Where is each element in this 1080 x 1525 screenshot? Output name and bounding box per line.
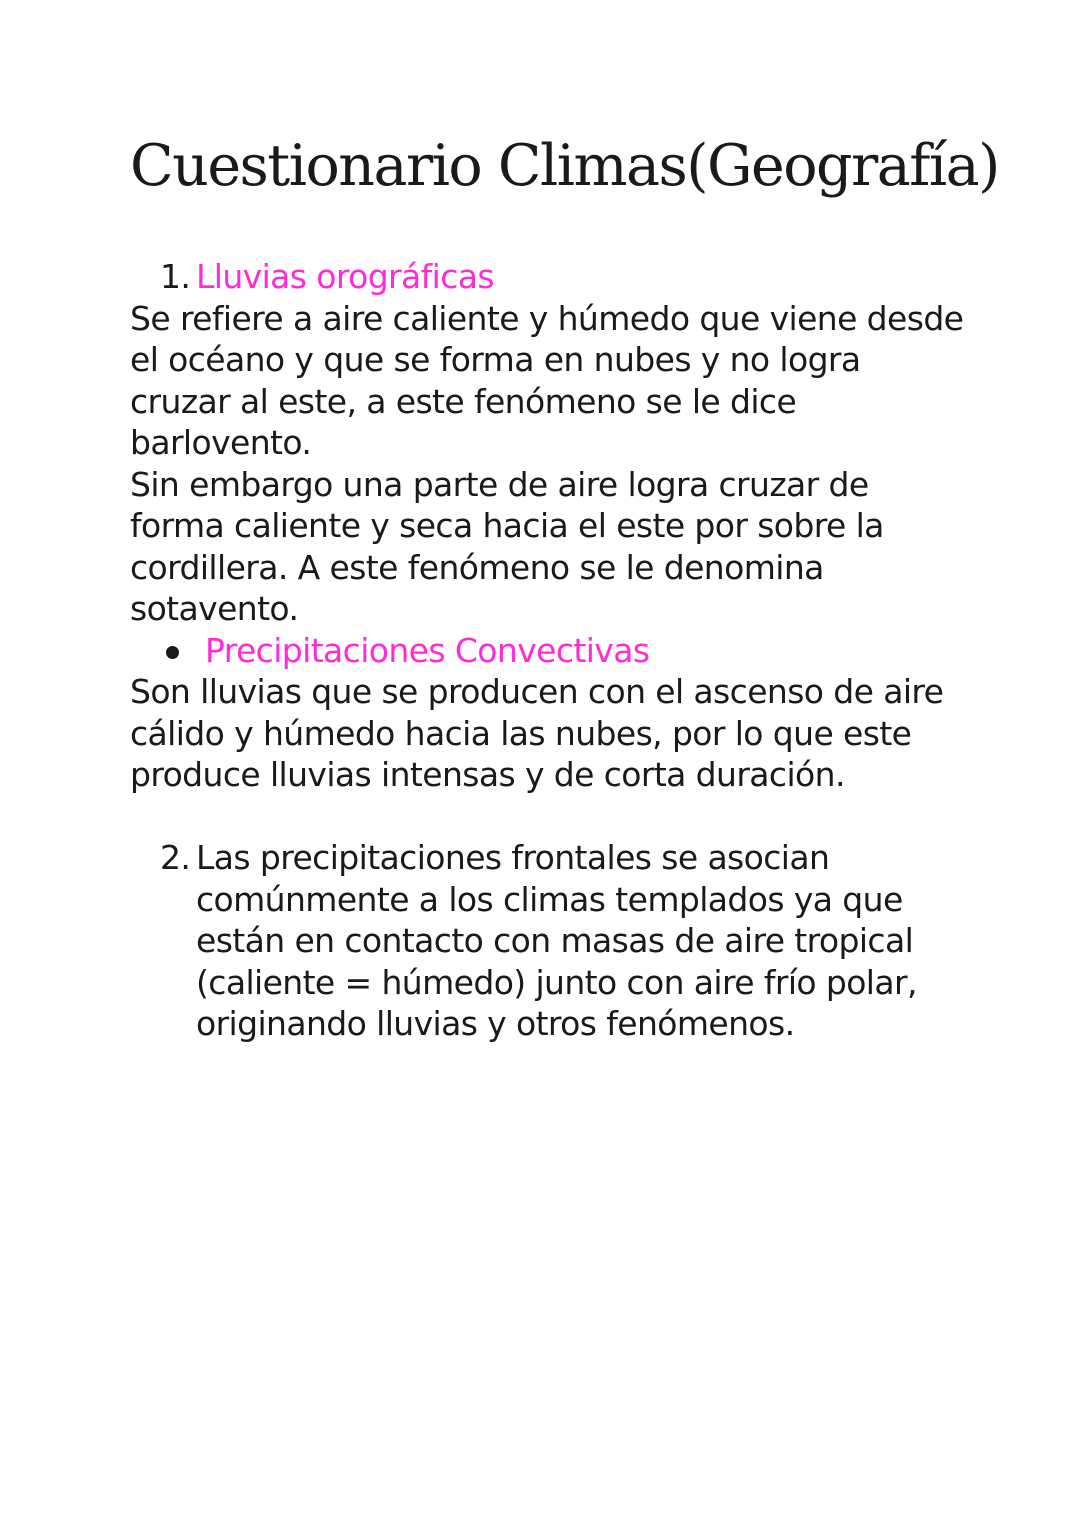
- heading-precipitaciones-convectivas: Precipitaciones Convectivas: [205, 630, 650, 670]
- heading-lluvias-orograficas: Lluvias orográficas: [196, 257, 494, 296]
- list-item-1: [130, 256, 970, 298]
- bullet-dot-icon: [166, 646, 179, 659]
- list-number-2: 2.: [160, 838, 191, 877]
- spacer: [130, 796, 970, 838]
- list-number-1: 1.: [160, 257, 191, 296]
- bullet-item: [130, 630, 970, 672]
- paragraph-barlovento: Se refiere a aire caliente y húmedo que viene desde el océano y que se forma en nubes y no logra cruzar al este, a este fenómeno se le dice barlovento.: [130, 298, 964, 462]
- paragraph-frontales: Las precipitaciones frontales se asocian comúnmente a los climas templados ya que están en contacto con masas de aire tropical (caliente = húmedo) junto con aire frío polar, originando lluvias y otros fenómenos.: [196, 838, 917, 1043]
- page-title: Cuestionario Climas(Geografía): [130, 133, 999, 199]
- document-body: [130, 256, 970, 1045]
- paragraph-sotavento: Sin embargo una parte de aire logra cruzar de forma caliente y seca hacia el este por sobre la cordillera. A este fenómeno se le denomina sotavento.: [130, 464, 884, 628]
- paragraph-convectivas: Son lluvias que se producen con el ascenso de aire cálido y húmedo hacia las nubes, por lo que este produce lluvias intensas y de corta duración.: [130, 672, 944, 794]
- list-item-2: [130, 837, 970, 1045]
